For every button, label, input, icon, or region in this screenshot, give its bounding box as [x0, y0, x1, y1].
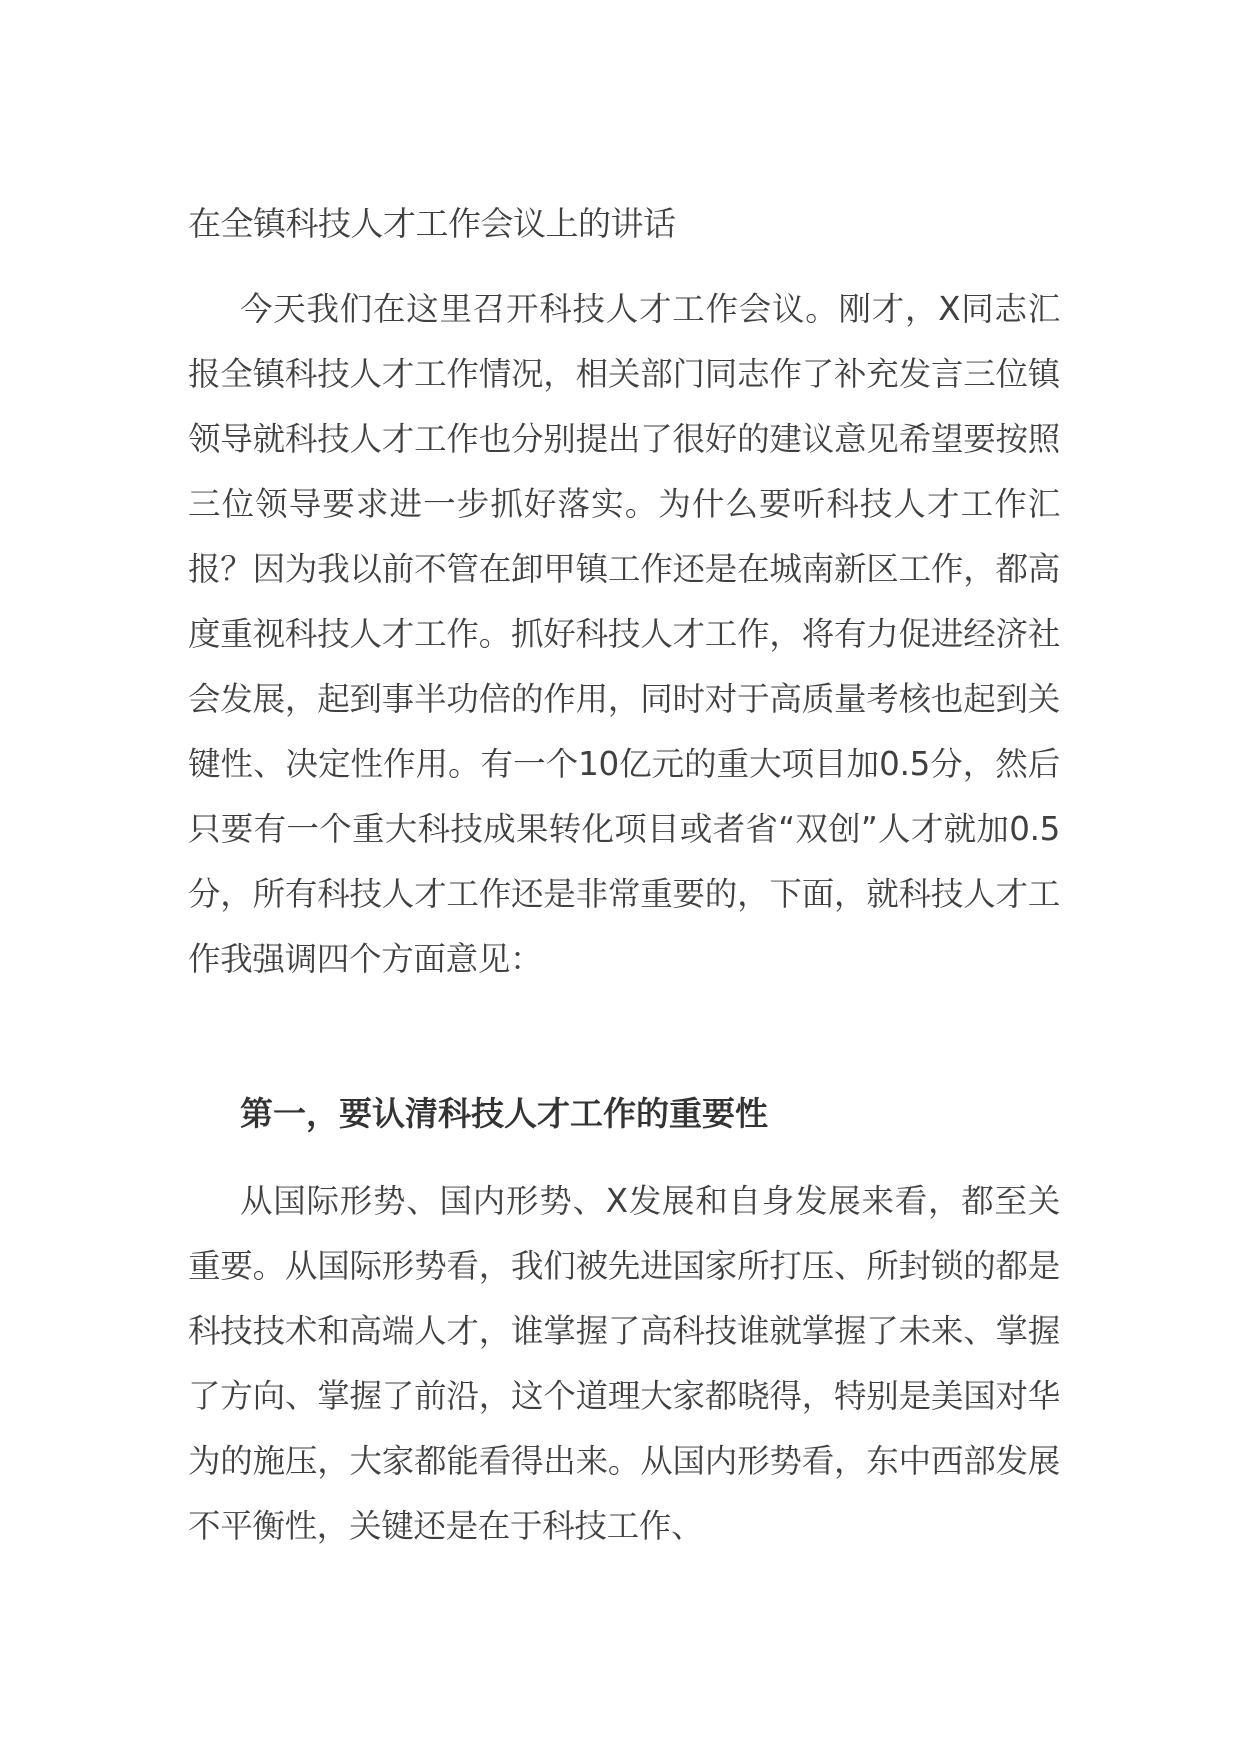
body-paragraph-intro: 今天我们在这里召开科技人才工作会议。刚才，X同志汇报全镇科技人才工作情况，相关部门同志作了补充发言三位镇领导就科技人才工作也分别提出了很好的建议意见希望要按照三位领导要求进一步抓好落实。为什么要听科技人才工作汇报？因为我以前不管在卸甲镇工作还是在城南新区工作，都高度重视科技人才工作。抓好科技人才工作，将有力促进经济社会发展，起到事半功倍的作用，同时对于高质量考核也起到关键性、决定性作用。有一个10亿元的重大项目加0.5分，然后只要有一个重大科技成果转化项目或者省“双创”人才就加0.5分，所有科技人才工作还是非常重要的，下面，就科技人才工作我强调四个方面意见： — [188, 290, 1060, 978]
document-title: 在全镇科技人才工作会议上的讲话 — [188, 204, 676, 243]
body-paragraph-first-section: 从国际形势、国内形势、X发展和自身发展来看，都至关重要。从国际形势看，我们被先进国家所打压、所封锁的都是科技技术和高端人才，谁掌握了高科技谁就掌握了未来、掌握了方向、掌握了前沿，这个道理大家都晓得，特别是美国对华为的施压，大家都能看得出来。从国内形势看，东中西部发展不平衡性，关键还是在于科技工作、 — [188, 1182, 1060, 1545]
section-heading-first: 第一，要认清科技人才工作的重要性 — [240, 1094, 768, 1133]
